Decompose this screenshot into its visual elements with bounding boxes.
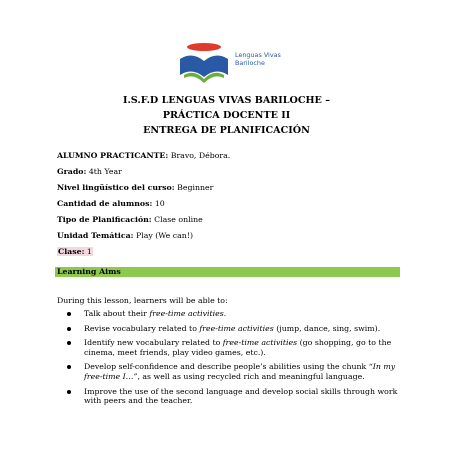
field-nivel [57, 183, 213, 193]
bullet-icon [67, 341, 71, 345]
field-cantidad-label: Cantidad de alumnos: [57, 199, 153, 208]
field-cantidad-value: 10 [152, 199, 165, 208]
bullet-icon [67, 327, 71, 331]
book-reader-icon [176, 35, 232, 87]
bullet-icon [67, 390, 71, 394]
field-unidad [57, 231, 193, 241]
aims-intro: During this lesson, learners will be able to: [57, 296, 228, 305]
field-alumno [57, 151, 230, 161]
learning-aims-title: Learning Aims [57, 267, 121, 276]
field-alumno-value: Bravo, Débora. [168, 151, 231, 160]
header-line-3: ENTREGA DE PLANIFICACIÓN [143, 125, 310, 136]
bullet-icon [67, 312, 71, 316]
field-clase-label: Clase: [58, 247, 85, 256]
field-grado-value: 4th Year [86, 167, 122, 176]
aim-item: Develop self-confidence and describe people’s abilities using the chunk “In my free-time I…”, as well as using recycled rich and meaningful language. [63, 362, 403, 381]
field-tipo-label: Tipo de Planificación: [57, 215, 152, 224]
logo-line-2: Bariloche [235, 59, 265, 67]
aims-list [63, 309, 403, 411]
field-clase-value: 1 [84, 247, 92, 256]
field-clase [57, 247, 93, 257]
field-unidad-label: Unidad Temática: [57, 231, 134, 240]
learning-aims-section-bar [55, 267, 400, 277]
logo-line-1: Lenguas Vivas [235, 51, 281, 59]
header-line-2: PRÁCTICA DOCENTE II [162, 110, 291, 121]
field-clase-highlight [57, 247, 93, 256]
bullet-icon [67, 365, 71, 369]
field-grado-label: Grado: [57, 167, 87, 176]
logo-text [235, 51, 281, 67]
institution-logo [176, 35, 281, 87]
field-nivel-label: Nivel lingüístico del curso: [57, 183, 175, 192]
field-grado [57, 167, 122, 177]
aim-item: Identify new vocabulary related to free-time activities (go shopping, go to the cinema, meet friends, play video games, etc.). [63, 338, 403, 357]
header-line-1: I.S.F.D LENGUAS VIVAS BARILOCHE – [122, 95, 330, 106]
aim-item: Talk about their free-time activities. [63, 309, 403, 319]
aim-item: Revise vocabulary related to free-time activities (jump, dance, sing, swim). [63, 324, 403, 334]
field-tipo [57, 215, 203, 225]
field-alumno-label: ALUMNO PRACTICANTE: [57, 151, 169, 160]
field-cantidad [57, 199, 165, 209]
field-nivel-value: Beginner [174, 183, 214, 192]
aim-item: Improve the use of the second language and develop social skills through work with peers and the teacher. [63, 387, 403, 406]
field-unidad-value: Play (We can!) [133, 231, 193, 240]
field-tipo-value: Clase online [151, 215, 203, 224]
